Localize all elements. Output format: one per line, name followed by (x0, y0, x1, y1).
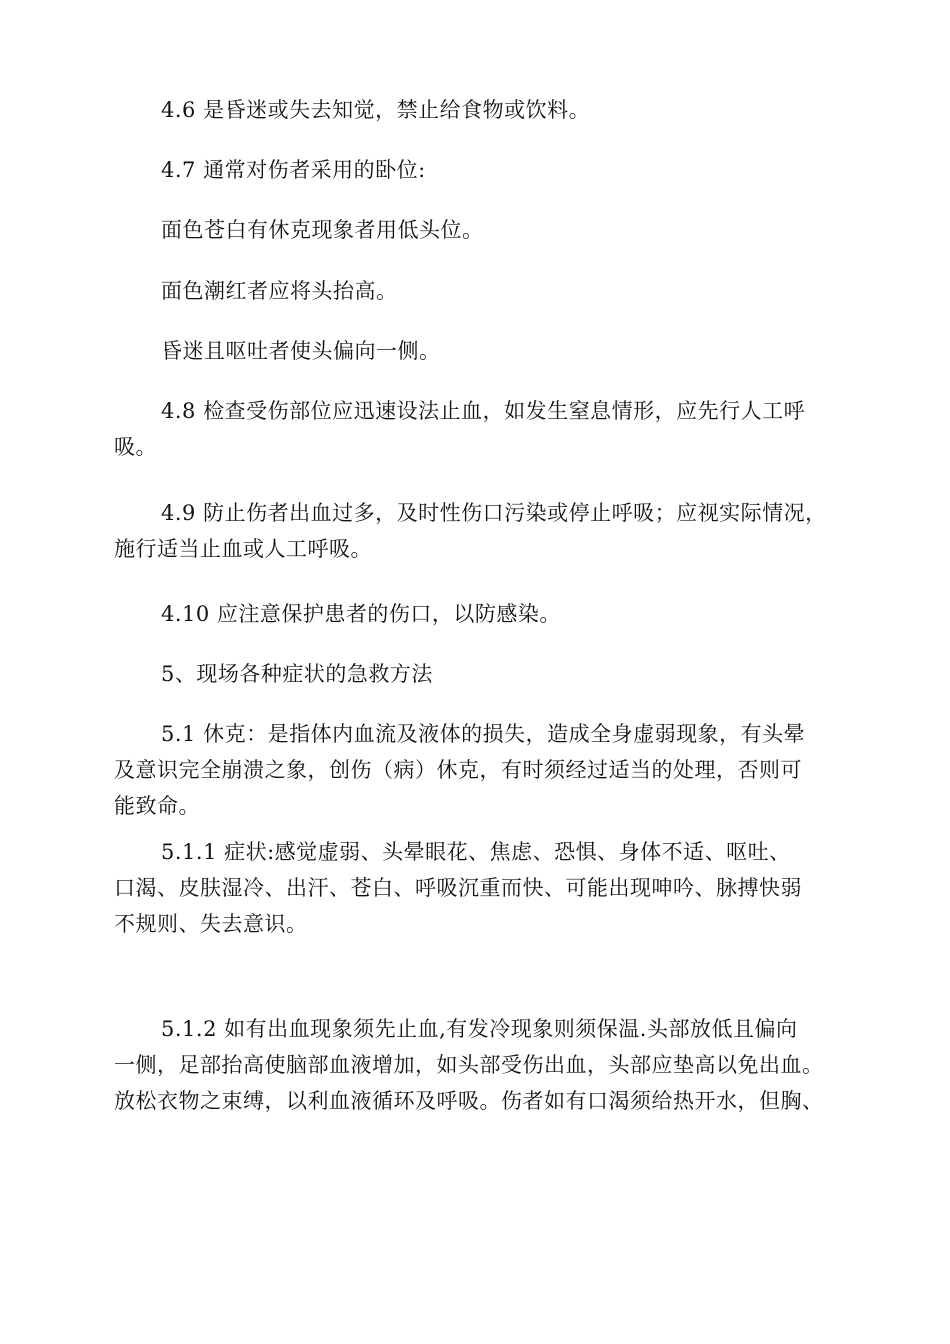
text-line: 能致命。 (114, 794, 200, 818)
text-line: 口渴、皮肤湿冷、出汗、苍白、呼吸沉重而快、可能出现呻吟、脉搏快弱 (114, 876, 802, 900)
text-line: 5.1.1 症状:感觉虚弱、头晕眼花、焦虑、恐惧、身体不适、呕吐、 (161, 840, 791, 864)
text-line: 4.6 是昏迷或失去知觉，禁止给食物或饮料。 (161, 98, 591, 122)
paragraph-4-8 (114, 393, 854, 465)
paragraph-5-1 (114, 716, 854, 824)
text-line: 5、现场各种症状的急救方法 (161, 662, 433, 686)
paragraph-pale-face (114, 212, 854, 248)
text-line: 昏迷且呕吐者使头偏向一侧。 (161, 339, 441, 363)
paragraph-5-1-2 (114, 1011, 854, 1119)
paragraph-flushed-face (114, 273, 854, 309)
text-line: 一侧，足部抬高使脑部血液增加，如头部受伤出血，头部应垫高以免出血。 (114, 1053, 824, 1077)
text-line: 4.8 检查受伤部位应迅速设法止血，如发生窒息情形，应先行人工呼 (161, 399, 806, 423)
paragraph-coma-vomit (114, 333, 854, 369)
text-line: 不规则、失去意识。 (114, 912, 308, 936)
text-line: 施行适当止血或人工呼吸。 (114, 537, 372, 561)
text-line: 吸。 (114, 435, 157, 459)
paragraph-5-1-1 (114, 834, 854, 942)
text-line: 及意识完全崩溃之象，创伤（病）休克，有时须经过适当的处理，否则可 (114, 758, 802, 782)
paragraph-4-10 (114, 596, 854, 632)
paragraph-4-9 (114, 495, 854, 567)
text-line: 4.7 通常对伤者采用的卧位: (161, 158, 426, 182)
text-line: 4.9 防止伤者出血过多，及时性伤口污染或停止呼吸；应视实际情况， (161, 501, 827, 525)
section-heading-5 (114, 656, 854, 692)
text-line: 5.1 休克：是指体内血流及液体的损失，造成全身虚弱现象，有头晕 (161, 722, 806, 746)
text-line: 4.10 应注意保护患者的伤口，以防感染。 (161, 602, 561, 626)
text-line: 放松衣物之束缚，以利血液循环及呼吸。伤者如有口渴须给热开水，但胸、 (114, 1089, 824, 1113)
text-line: 面色苍白有休克现象者用低头位。 (161, 218, 484, 242)
text-line: 面色潮红者应将头抬高。 (161, 279, 398, 303)
paragraph-4-7 (114, 152, 854, 188)
paragraph-4-6 (114, 92, 854, 128)
text-line: 5.1.2 如有出血现象须先止血,有发冷现象则须保温.头部放低且偏向 (161, 1017, 798, 1041)
